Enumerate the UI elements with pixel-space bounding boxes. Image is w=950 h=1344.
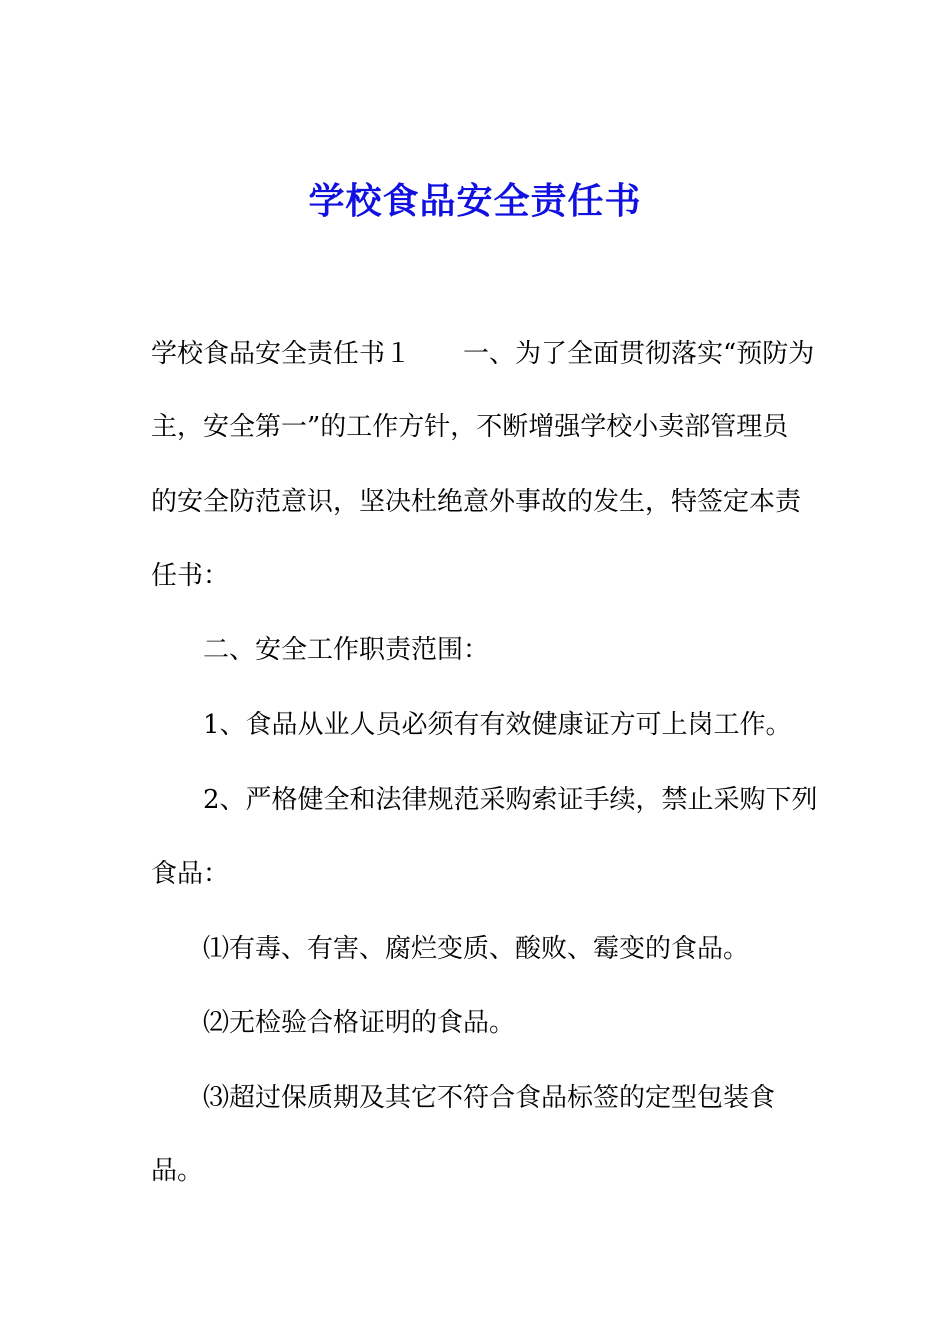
paragraph-line: 任书： <box>151 561 230 591</box>
list-item: 1、食品从业人员必须有有效健康证方可上岗工作。 <box>203 710 792 740</box>
document-title: 学校食品安全责任书 <box>308 181 642 222</box>
list-item: ⑶超过保质期及其它不符合食品标签的定型包装食 <box>203 1083 776 1113</box>
paragraph-line: 食品： <box>151 859 230 889</box>
list-item: 2、严格健全和法律规范采购索证手续，禁止采购下列 <box>203 785 818 815</box>
paragraph-line: 学校食品安全责任书１ 一、为了全面贯彻落实“预防为 <box>151 339 815 369</box>
paragraph-line: 主，安全第一”的工作方针，不断增强学校小卖部管理员 <box>151 412 789 442</box>
list-item: ⑴有毒、有害、腐烂变质、酸败、霉变的食品。 <box>203 934 750 964</box>
section-heading: 二、安全工作职责范围： <box>203 635 490 665</box>
paragraph-line: 的安全防范意识，坚决杜绝意外事故的发生，特签定本责 <box>151 487 802 517</box>
paragraph-line: 品。 <box>151 1156 204 1186</box>
list-item: ⑵无检验合格证明的食品。 <box>203 1008 516 1038</box>
